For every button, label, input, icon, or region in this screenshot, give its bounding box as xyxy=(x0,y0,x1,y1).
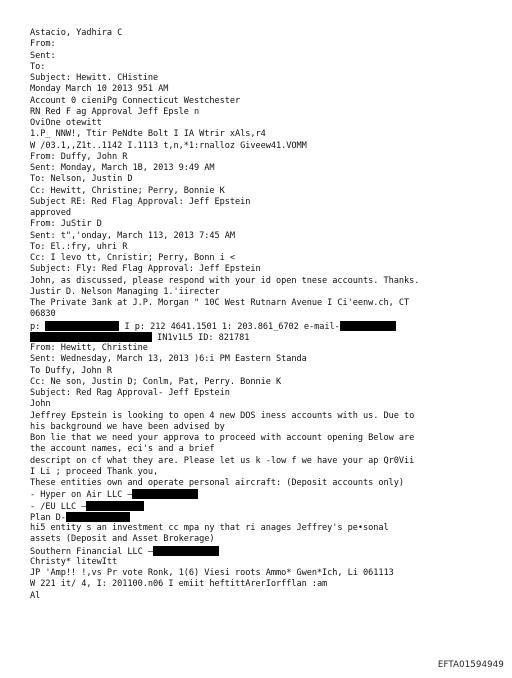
text-line xyxy=(30,264,508,275)
text-segment: 06830 xyxy=(30,309,56,320)
text-segment: To: Nelson, Justin D xyxy=(30,174,133,185)
text-line xyxy=(30,51,508,62)
text-line xyxy=(30,28,508,39)
text-line xyxy=(30,163,508,174)
text-line xyxy=(30,456,508,467)
redaction-bar xyxy=(45,321,119,331)
text-segment: Jeffrey Epstein is looking to open 4 new DOS iness accounts with us. Due to xyxy=(30,410,415,421)
text-segment: John xyxy=(30,399,51,410)
text-segment: Cc: I levo tt, Cnristir; Perry, Bonn i < xyxy=(30,253,235,263)
redaction-bar xyxy=(86,501,144,511)
text-segment: To: El.:fry, uhri R xyxy=(30,241,128,252)
text-line xyxy=(30,354,508,365)
text-line xyxy=(30,467,508,478)
text-segment: OviOne otewitt xyxy=(30,118,102,128)
text-line xyxy=(30,174,508,185)
text-segment: descript on cf what they are. Please let us k -low f we have your ap Qr0Vii xyxy=(30,455,415,466)
text-segment: To: xyxy=(30,61,46,72)
text-segment: approved xyxy=(30,208,71,218)
redaction-bar xyxy=(30,332,152,342)
text-segment: W /03.1,,Z1t..1142 I.1113 t,n,*1:rnalloz Giveew41.VOMM xyxy=(30,140,307,151)
text-line xyxy=(30,377,508,388)
text-segment: The Private 3ank at J.P. Morgan " 10C West Rutnarn Avenue I Ci'eenw.ch, CT xyxy=(30,298,410,308)
text-segment: From: Duffy, John R xyxy=(30,151,128,162)
text-line xyxy=(30,242,508,253)
text-line xyxy=(30,276,508,287)
text-line xyxy=(30,411,508,422)
text-line xyxy=(30,568,508,579)
text-segment: assets (Deposit and Asset Brokerage) xyxy=(30,534,215,545)
text-line xyxy=(30,118,508,129)
text-line xyxy=(30,208,508,219)
text-line xyxy=(30,309,508,320)
text-line xyxy=(30,84,508,95)
text-segment: These entities own and operate personal aircraft: (Deposit accounts only) xyxy=(30,478,405,488)
text-line xyxy=(30,444,508,455)
text-line xyxy=(30,287,508,298)
text-line xyxy=(30,512,508,523)
text-line xyxy=(30,591,508,602)
text-segment: IN1v1L5 ID: 821781 xyxy=(152,332,250,343)
text-line xyxy=(30,186,508,197)
text-line xyxy=(30,478,508,489)
text-line xyxy=(30,73,508,84)
text-line xyxy=(30,579,508,590)
text-segment: hi5 entity s an investment cc mpa ny that ri anages Jeffrey's pe•sonal xyxy=(30,523,389,533)
text-segment: - /EU LLC — xyxy=(30,501,87,512)
text-segment: Sent: xyxy=(30,50,56,61)
text-line xyxy=(30,534,508,545)
redaction-bar xyxy=(340,321,396,331)
text-segment: Subject: Red Rag Approval- Jeff Epstein xyxy=(30,388,230,398)
text-segment: Astacio, Yadhira C xyxy=(30,28,123,38)
text-segment: From: JuStir D xyxy=(30,219,102,230)
text-line xyxy=(30,253,508,264)
text-segment: From: xyxy=(30,39,56,50)
text-line xyxy=(30,501,508,512)
text-segment: I Li ; proceed Thank you, xyxy=(30,466,159,477)
text-segment: From: Hewitt, Christine xyxy=(30,343,148,353)
text-segment: Plan D- xyxy=(30,512,66,523)
text-line xyxy=(30,433,508,444)
text-segment: Southern Financial LLC — xyxy=(30,546,153,557)
text-segment: Sent: Wednesday, March 13, 2013 )6:i PM Eastern Standa xyxy=(30,354,307,365)
redaction-bar xyxy=(66,512,130,522)
text-line xyxy=(30,366,508,377)
text-segment: the account names, eci's and a brief xyxy=(30,444,215,455)
text-segment: Account 0 cieniPg Connecticut Westchester xyxy=(30,95,241,106)
text-line xyxy=(30,321,508,332)
text-line xyxy=(30,141,508,152)
text-line xyxy=(30,107,508,118)
text-segment: Cc: Hewitt, Christine; Perry, Bonnie K xyxy=(30,185,225,196)
text-line xyxy=(30,39,508,50)
text-line xyxy=(30,62,508,73)
redaction-bar xyxy=(153,546,219,556)
text-segment: I p: 212 4641.1501 1: 203.861_6702 e-mail- xyxy=(119,321,340,332)
text-segment: Sent: t",'onday, March 113, 2013 7:45 AM xyxy=(30,230,235,241)
email-document xyxy=(30,28,508,602)
text-line xyxy=(30,557,508,568)
text-line xyxy=(30,332,508,343)
text-line xyxy=(30,96,508,107)
text-segment: Al xyxy=(30,590,41,601)
text-segment: his background we have been advised by xyxy=(30,421,225,432)
text-segment: Subject RE: Red Flag Approval: Jeff Epstein xyxy=(30,196,251,207)
text-line xyxy=(30,489,508,500)
redaction-bar xyxy=(132,489,198,499)
text-segment: Subject: Hewitt. CHistine xyxy=(30,73,159,83)
text-segment: Bon lie that we need your approva to proceed with account opening Below are xyxy=(30,433,415,443)
text-line xyxy=(30,422,508,433)
text-line xyxy=(30,231,508,242)
text-line xyxy=(30,219,508,230)
bates-number: EFTA01594949 xyxy=(437,660,504,670)
text-line xyxy=(30,197,508,208)
text-line xyxy=(30,546,508,557)
text-segment: John, as discussed, please respond with your id open tnese accounts. Thanks. xyxy=(30,275,420,286)
text-line xyxy=(30,343,508,354)
text-segment: To Duffy, John R xyxy=(30,365,112,376)
text-line xyxy=(30,298,508,309)
text-segment: - Hyper on Air LLC — xyxy=(30,490,133,501)
text-line xyxy=(30,129,508,140)
text-line xyxy=(30,523,508,534)
text-segment: 1.P_ NNW!, Ttir PeNdte Bolt I IA Wtrir xAls,r4 xyxy=(30,129,266,140)
text-segment: RN Red F ag Approval Jeff Epsle n xyxy=(30,106,200,117)
text-segment: JP 'Amp!! !,vs Pr vote Ronk, 1(6) Viesi roots Ammo* Gwen*Ich, Li 061113 xyxy=(30,568,394,578)
text-line xyxy=(30,388,508,399)
text-segment: W 221 it/ 4, I: 201100.n06 I emiit heftittArerIorfflan :am xyxy=(30,579,328,590)
text-segment: Justir D. Nelson Managing 1.'iirecter xyxy=(30,286,220,297)
text-line xyxy=(30,399,508,410)
text-segment: p: xyxy=(30,321,46,332)
text-segment: Monday March 10 2013 951 AM xyxy=(30,84,169,95)
text-segment: Subject: Fly: Red Flag Approval: Jeff Epstein xyxy=(30,264,261,275)
text-line xyxy=(30,152,508,163)
text-segment: Sent: Monday, March 1B, 2013 9:49 AM xyxy=(30,163,215,173)
text-segment: Christy* litewItt xyxy=(30,556,118,567)
text-segment: Cc: Ne son, Justin D; Conlm, Pat, Perry. Bonnie K xyxy=(30,376,282,387)
